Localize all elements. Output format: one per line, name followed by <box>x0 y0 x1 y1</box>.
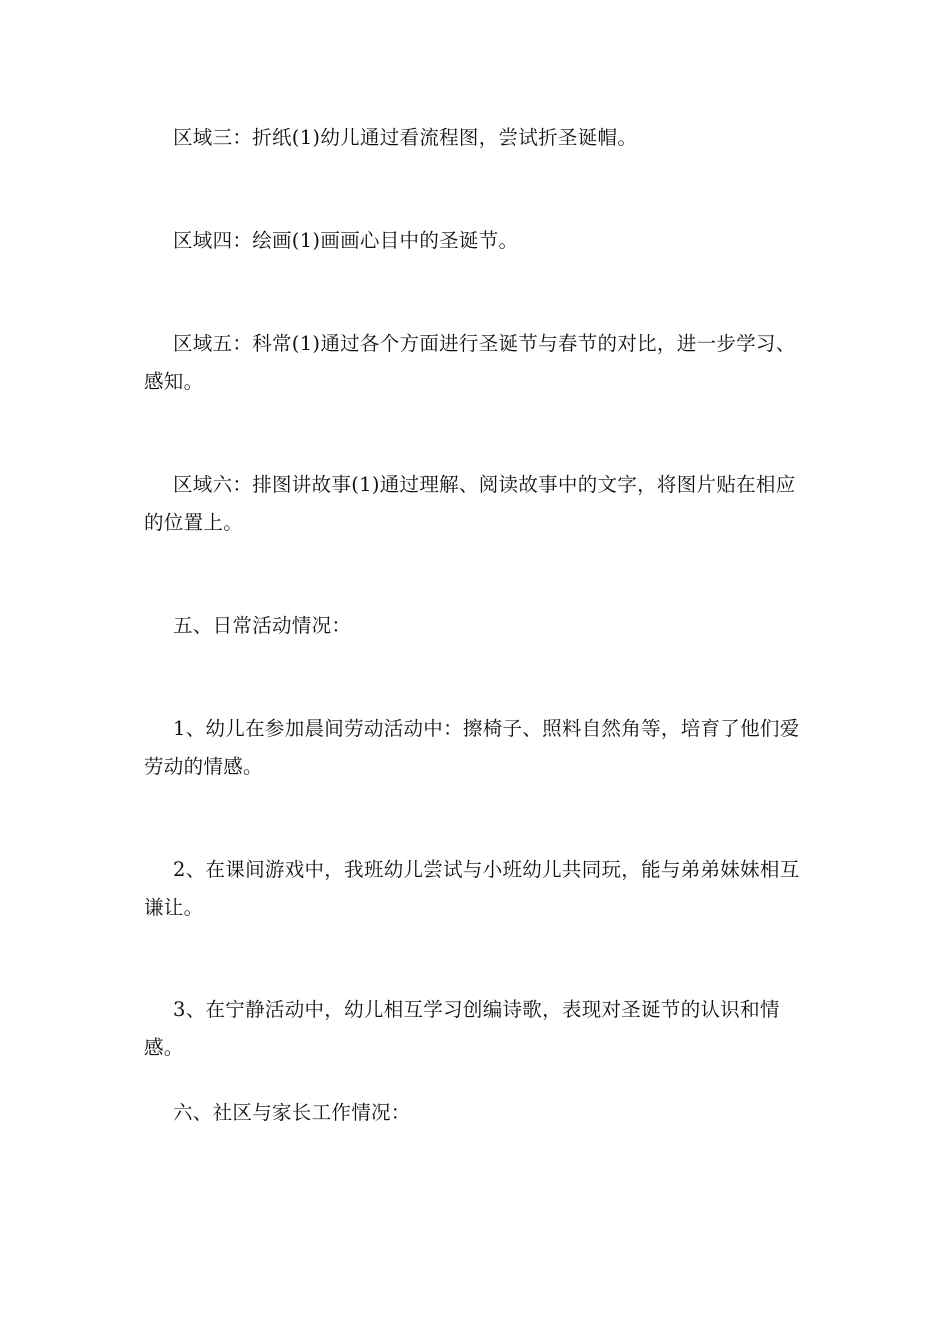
list-item-morning-labor: 1、幼儿在参加晨间劳动活动中：擦椅子、照料自然角等，培育了他们爱劳动的情感。 <box>144 717 800 778</box>
list-item-quiet-activities: 3、在宁静活动中，幼儿相互学习创编诗歌，表现对圣诞节的认识和情感。 <box>144 998 780 1059</box>
section-heading-community-parents: 六、社区与家长工作情况： <box>173 1101 411 1124</box>
paragraph-area-three-origami: 区域三：折纸(1)幼儿通过看流程图，尝试折圣诞帽。 <box>173 126 638 149</box>
section-heading-daily-activities: 五、日常活动情况： <box>173 614 352 637</box>
paragraph-area-six-storytelling: 区域六：排图讲故事(1)通过理解、阅读故事中的文字，将图片贴在相应的位置上。 <box>144 473 796 534</box>
list-item-recess-games: 2、在课间游戏中，我班幼儿尝试与小班幼儿共同玩，能与弟弟妹妹相互谦让。 <box>144 858 800 919</box>
paragraph-area-five-science: 区域五：科常(1)通过各个方面进行圣诞节与春节的对比，进一步学习、感知。 <box>144 332 796 393</box>
paragraph-area-four-drawing: 区域四：绘画(1)画画心目中的圣诞节。 <box>173 229 519 252</box>
